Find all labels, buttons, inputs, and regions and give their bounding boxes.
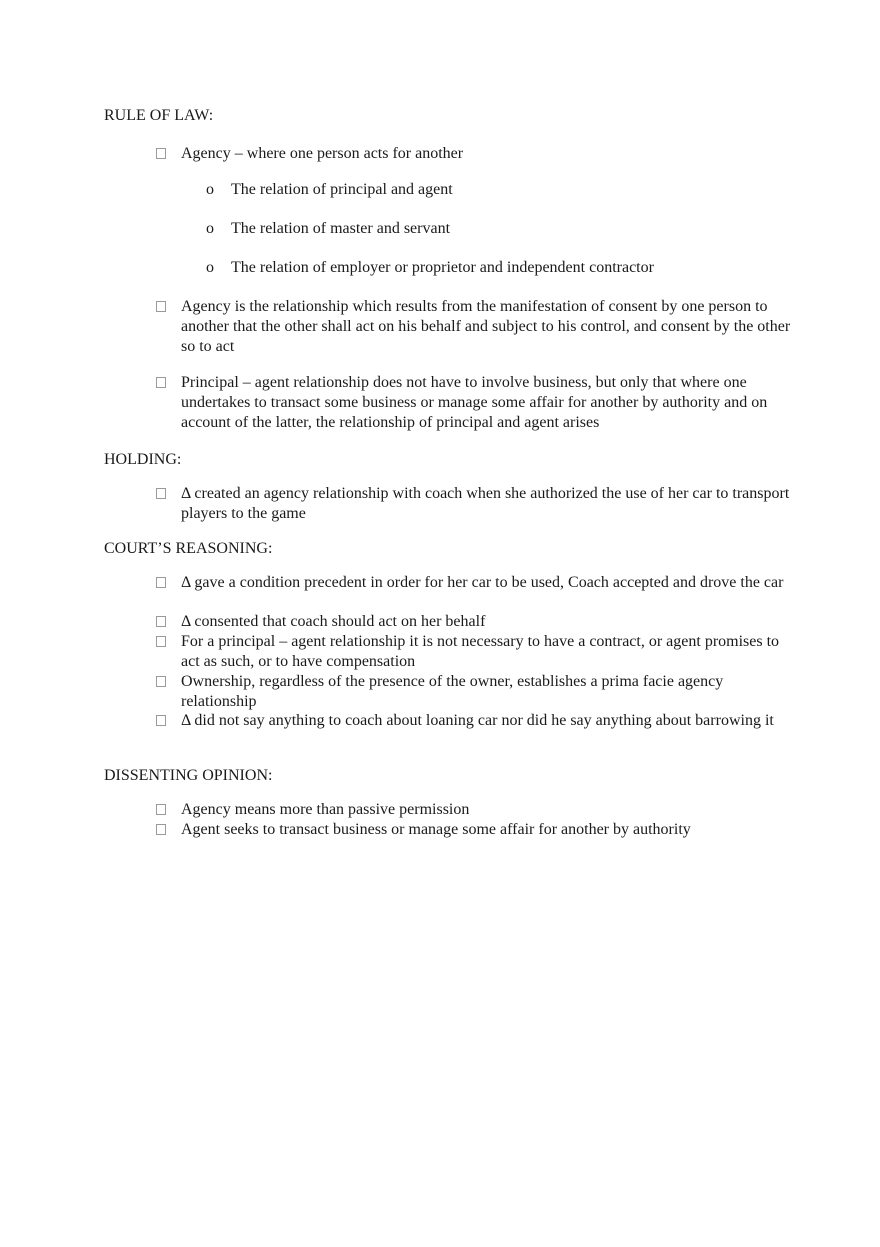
dissent-bullet-2 [156, 820, 796, 840]
bullet-box-icon [156, 616, 166, 627]
bullet-text: Principal – agent relationship does not have to involve business, but only that where one undertakes to transact some business or manage some affair for another by authority and on account of the latter, the relationship of principal and agent arises [181, 374, 768, 431]
bullet-text: For a principal – agent relationship it is not necessary to have a contract, or agent promises to act as such, or to have compensation [181, 633, 780, 670]
rule-subitem-2 [206, 219, 450, 239]
bullet-text: Agency – where one person acts for another [181, 145, 464, 162]
bullet-text: Δ created an agency relationship with coach when she authorized the use of her car to transport players to the game [181, 485, 790, 522]
heading-rule-of-law: RULE OF LAW: [104, 107, 214, 124]
reasoning-bullet-2 [156, 612, 796, 632]
dissent-bullet-1 [156, 800, 796, 820]
reasoning-bullet-4 [156, 672, 796, 712]
rule-subitem-3 [206, 258, 654, 278]
subitem-text: The relation of employer or proprietor and independent contractor [231, 259, 654, 276]
heading-dissenting-opinion: DISSENTING OPINION: [104, 767, 273, 784]
bullet-box-icon [156, 377, 166, 388]
sub-marker: o [206, 259, 214, 276]
bullet-text: Δ gave a condition precedent in order for her car to be used, Coach accepted and drove the car [181, 574, 784, 591]
bullet-text: Δ did not say anything to coach about loaning car nor did he say anything about barrowing it [181, 712, 774, 729]
bullet-text: Agency is the relationship which results from the manifestation of consent by one person to another that the other shall act on his behalf and subject to his control, and consent by the other so to act [181, 298, 791, 355]
bullet-box-icon [156, 577, 166, 588]
rule-bullet-2 [156, 297, 796, 357]
bullet-text: Agency means more than passive permission [181, 801, 470, 818]
heading-holding: HOLDING: [104, 451, 182, 468]
reasoning-bullet-3 [156, 632, 796, 672]
holding-bullet-1 [156, 484, 796, 524]
bullet-box-icon [156, 488, 166, 499]
subitem-text: The relation of master and servant [231, 220, 451, 237]
bullet-box-icon [156, 636, 166, 647]
bullet-box-icon [156, 301, 166, 312]
subitem-text: The relation of principal and agent [231, 181, 453, 198]
bullet-box-icon [156, 148, 166, 159]
bullet-box-icon [156, 676, 166, 687]
bullet-box-icon [156, 715, 166, 726]
bullet-text: Δ consented that coach should act on her behalf [181, 613, 486, 630]
bullet-text: Agent seeks to transact business or manage some affair for another by authority [181, 821, 691, 838]
bullet-box-icon [156, 804, 166, 815]
sub-marker: o [206, 181, 214, 198]
rule-bullet-1 [156, 144, 796, 164]
bullet-box-icon [156, 824, 166, 835]
heading-courts-reasoning: COURT’S REASONING: [104, 540, 273, 557]
rule-subitem-1 [206, 180, 453, 200]
bullet-text: Ownership, regardless of the presence of the owner, establishes a prima facie agency relationship [181, 673, 724, 710]
reasoning-bullet-5 [156, 711, 796, 731]
sub-marker: o [206, 220, 214, 237]
reasoning-bullet-1 [156, 573, 796, 593]
rule-bullet-3 [156, 373, 796, 433]
